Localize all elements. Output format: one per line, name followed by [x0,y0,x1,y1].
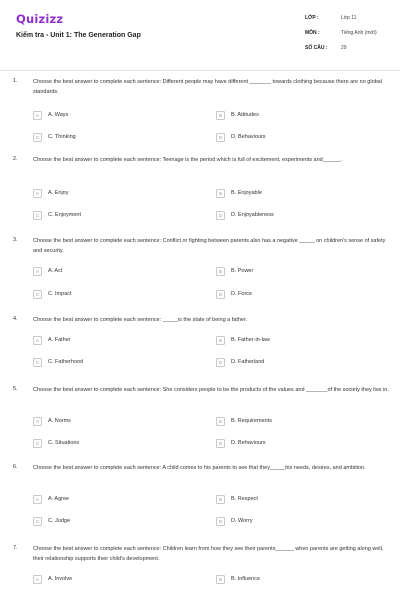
question-number: 1. [13,78,18,84]
option-letter-box: D [216,133,225,142]
question-number: 4. [13,316,18,322]
option-text: B. Respect [231,496,258,502]
option-text: A. Norms [48,418,71,424]
option-text: B. Attitudes [231,112,259,118]
option-text: C. Impact [48,291,72,297]
option-c[interactable] [33,288,72,300]
option-letter-box: A [33,267,42,276]
option-text: C. Situations [48,440,80,446]
meta-row-question-count [305,45,377,60]
option-letter-box: A [33,336,42,345]
option-letter-box: A [33,575,42,584]
question-number: 2. [13,156,18,162]
meta-value: Tiếng Anh (mới) [341,30,377,36]
option-letter-box: C [33,211,42,220]
option-letter-box: D [216,517,225,526]
option-letter-box: B [216,575,225,584]
option-d[interactable] [216,515,253,527]
option-letter-box: C [33,358,42,367]
question-text: Choose the best answer to complete each sentence: Different people may have different _______ towards clothing because there are no global standards. [33,79,382,95]
option-a[interactable] [33,573,72,585]
question-text: Choose the best answer to complete each sentence: _____is the state of being a father. [33,317,248,323]
quiz-title: Kiểm tra - Unit 1: The Generation Gap [16,32,141,39]
question-text: Choose the best answer to complete each sentence: A child comes to his parents to see that they_____his needs, desires, and ambition. [33,465,366,471]
question-number: 7. [13,545,18,551]
option-b[interactable] [216,415,272,427]
option-text: D. Worry [231,518,253,524]
option-letter-box: B [216,111,225,120]
option-b[interactable] [216,493,258,505]
option-letter-box: A [33,495,42,504]
option-letter-box: B [216,495,225,504]
option-text: B. Enjoyable [231,190,262,196]
option-text: C. Thinking [48,134,76,140]
option-c[interactable] [33,209,81,221]
option-text: D. Force [231,291,253,297]
meta-value: 29 [341,45,347,51]
question-number: 3. [13,237,18,243]
option-letter-box: C [33,517,42,526]
meta-label: LỚP : [305,15,319,21]
option-text: B. Power [231,268,254,274]
quiz-meta [305,15,377,60]
option-text: A. Enjoy [48,190,69,196]
option-text: D. Behaviours [231,440,266,446]
question-text: Choose the best answer to complete each sentence: She considers people to be the products of the values and _______of the society they live in. [33,387,389,393]
meta-row-subject [305,30,377,45]
option-text: D. Fatherland [231,359,265,365]
option-letter-box: A [33,111,42,120]
option-d[interactable] [216,131,266,143]
option-text: C. Enjoyment [48,212,82,218]
option-text: A. Father [48,337,71,343]
option-text: B. Father-in-law [231,337,270,343]
option-a[interactable] [33,187,68,199]
option-letter-box: B [216,417,225,426]
option-letter-box: B [216,336,225,345]
option-text: C. Judge [48,518,71,524]
option-letter-box: C [33,439,42,448]
option-d[interactable] [216,356,264,368]
question-text: Choose the best answer to complete each sentence: Children learn from how they see their parents______ when parents are getting along well, their relationship supports their child's development. [33,546,384,562]
option-text: A. Involve [48,576,73,582]
option-d[interactable] [216,288,252,300]
question-text: Choose the best answer to complete each sentence: Conflict or fighting between parents also has a negative _____ on children's sense of safety and security. [33,238,386,254]
option-a[interactable] [33,493,69,505]
option-a[interactable] [33,109,68,121]
option-b[interactable] [216,109,259,121]
option-a[interactable] [33,265,62,277]
option-b[interactable] [216,187,262,199]
option-a[interactable] [33,334,71,346]
option-text: A. Ways [48,112,69,118]
meta-row-class [305,15,377,30]
option-letter-box: D [216,211,225,220]
option-b[interactable] [216,265,253,277]
option-letter-box: B [216,189,225,198]
option-a[interactable] [33,415,71,427]
option-b[interactable] [216,334,270,346]
meta-value: Lớp 11 [341,15,357,21]
option-c[interactable] [33,437,79,449]
option-d[interactable] [216,437,266,449]
option-c[interactable] [33,356,83,368]
option-text: B. Requirements [231,418,272,424]
option-letter-box: D [216,439,225,448]
question-number: 6. [13,464,18,470]
option-text: D. Enjoyableness [231,212,274,218]
option-text: C. Fatherhood [48,359,84,365]
option-c[interactable] [33,515,70,527]
option-text: A. Agree [48,496,70,502]
option-letter-box: A [33,417,42,426]
question-number: 5. [13,386,18,392]
question-text: Choose the best answer to complete each sentence: Teenage is the period which is full of excitement, experiments and______. [33,157,343,163]
meta-label: MÔN : [305,30,320,36]
option-text: D. Behaviours [231,134,266,140]
option-letter-box: C [33,290,42,299]
option-letter-box: D [216,290,225,299]
quizizz-logo: Quizizz [16,12,64,26]
option-letter-box: B [216,267,225,276]
option-letter-box: C [33,133,42,142]
meta-label: SỐ CÂU : [305,45,328,51]
header-divider [0,70,400,71]
option-b[interactable] [216,573,260,585]
option-letter-box: A [33,189,42,198]
option-c[interactable] [33,131,76,143]
option-text: A. Act [48,268,63,274]
worksheet-header [0,0,400,70]
option-letter-box: D [216,358,225,367]
option-text: B. Influence [231,576,261,582]
option-d[interactable] [216,209,274,221]
